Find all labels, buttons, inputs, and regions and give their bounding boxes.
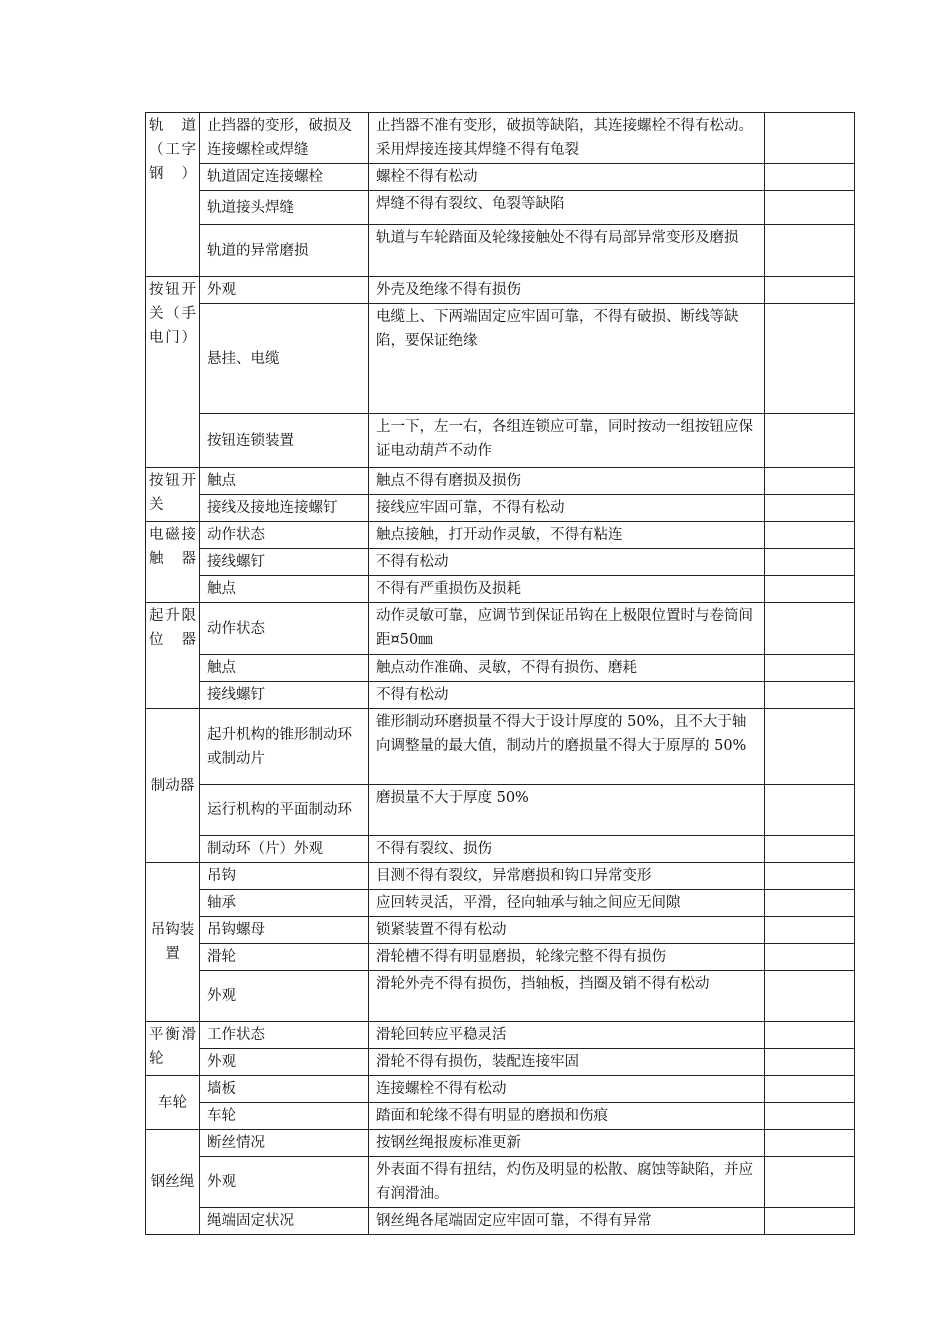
note-cell (765, 1157, 855, 1208)
item-cell: 车轮 (200, 1103, 369, 1130)
note-cell (765, 468, 855, 495)
note-cell (765, 655, 855, 682)
table-row (146, 191, 855, 225)
table-row (146, 1208, 855, 1235)
note-cell (765, 522, 855, 549)
note-cell (765, 1049, 855, 1076)
note-cell (765, 576, 855, 603)
table-row (146, 468, 855, 495)
requirement-cell: 连接螺栓不得有松动 (369, 1076, 765, 1103)
requirement-cell: 电缆上、下两端固定应牢固可靠，不得有破损、断线等缺陷，要保证绝缘 (369, 304, 765, 414)
note-cell (765, 164, 855, 191)
requirement-cell: 应回转灵活，平滑，径向轴承与轴之间应无间隙 (369, 890, 765, 917)
table-row (146, 890, 855, 917)
table-row (146, 836, 855, 863)
item-cell: 触点 (200, 468, 369, 495)
note-cell (765, 225, 855, 277)
requirement-cell: 焊缝不得有裂纹、龟裂等缺陷 (369, 191, 765, 225)
category-cell: 轨道（工字钢） (146, 113, 200, 277)
item-cell: 吊钩螺母 (200, 917, 369, 944)
requirement-cell: 触点动作准确、灵敏，不得有损伤、磨耗 (369, 655, 765, 682)
note-cell (765, 113, 855, 164)
requirement-cell: 不得有严重损伤及损耗 (369, 576, 765, 603)
item-cell: 制动环（片）外观 (200, 836, 369, 863)
note-cell (765, 549, 855, 576)
item-cell: 触点 (200, 655, 369, 682)
note-cell (765, 917, 855, 944)
category-cell: 钢丝绳 (146, 1130, 200, 1235)
note-cell (765, 191, 855, 225)
item-cell: 接线螺钉 (200, 549, 369, 576)
item-cell: 接线及接地连接螺钉 (200, 495, 369, 522)
note-cell (765, 863, 855, 890)
note-cell (765, 944, 855, 971)
requirement-cell: 触点不得有磨损及损伤 (369, 468, 765, 495)
item-cell: 吊钩 (200, 863, 369, 890)
item-cell: 轨道的异常磨损 (200, 225, 369, 277)
note-cell (765, 1130, 855, 1157)
table-row (146, 1157, 855, 1208)
note-cell (765, 277, 855, 304)
item-cell: 轴承 (200, 890, 369, 917)
item-cell: 墙板 (200, 1076, 369, 1103)
note-cell (765, 304, 855, 414)
table-row (146, 164, 855, 191)
table-row (146, 709, 855, 785)
item-cell: 按钮连锁装置 (200, 414, 369, 468)
item-cell: 运行机构的平面制动环 (200, 785, 369, 836)
requirement-cell: 滑轮回转应平稳灵活 (369, 1022, 765, 1049)
note-cell (765, 1103, 855, 1130)
table-row (146, 785, 855, 836)
requirement-cell: 磨损量不大于厚度 50% (369, 785, 765, 836)
table-row (146, 917, 855, 944)
category-cell: 起升限位器 (146, 603, 200, 709)
category-cell: 平衡滑轮 (146, 1022, 200, 1076)
requirement-cell: 止挡器不准有变形，破损等缺陷，其连接螺栓不得有松动。采用焊接连接其焊缝不得有龟裂 (369, 113, 765, 164)
requirement-cell: 锥形制动环磨损量不得大于设计厚度的 50%，且不大于轴向调整量的最大值，制动片的磨损量不得大于原厚的 50% (369, 709, 765, 785)
note-cell (765, 890, 855, 917)
table-row (146, 863, 855, 890)
note-cell (765, 785, 855, 836)
note-cell (765, 682, 855, 709)
item-cell: 滑轮 (200, 944, 369, 971)
requirement-cell: 钢丝绳各尾端固定应牢固可靠，不得有异常 (369, 1208, 765, 1235)
requirement-cell: 踏面和轮缘不得有明显的磨损和伤痕 (369, 1103, 765, 1130)
item-cell: 轨道固定连接螺栓 (200, 164, 369, 191)
table-row (146, 549, 855, 576)
item-cell: 轨道接头焊缝 (200, 191, 369, 225)
note-cell (765, 414, 855, 468)
note-cell (765, 836, 855, 863)
note-cell (765, 1022, 855, 1049)
category-cell: 电磁接触器 (146, 522, 200, 603)
item-cell: 动作状态 (200, 522, 369, 549)
table-row (146, 495, 855, 522)
item-cell: 外观 (200, 971, 369, 1022)
requirement-cell: 目测不得有裂纹，异常磨损和钩口异常变形 (369, 863, 765, 890)
requirement-cell: 外表面不得有扭结，灼伤及明显的松散、腐蚀等缺陷，并应有润滑油。 (369, 1157, 765, 1208)
table-row (146, 522, 855, 549)
requirement-cell: 螺栓不得有松动 (369, 164, 765, 191)
requirement-cell: 滑轮不得有损伤，装配连接牢固 (369, 1049, 765, 1076)
table-row (146, 655, 855, 682)
category-cell: 按钮开关（手电门） (146, 277, 200, 468)
requirement-cell: 轨道与车轮踏面及轮缘接触处不得有局部异常变形及磨损 (369, 225, 765, 277)
item-cell: 止挡器的变形，破损及连接螺栓或焊缝 (200, 113, 369, 164)
table-row (146, 113, 855, 164)
requirement-cell: 按钢丝绳报废标准更新 (369, 1130, 765, 1157)
table-row (146, 225, 855, 277)
note-cell (765, 1208, 855, 1235)
requirement-cell: 不得有松动 (369, 549, 765, 576)
item-cell: 外观 (200, 1049, 369, 1076)
item-cell: 绳端固定状况 (200, 1208, 369, 1235)
table-row (146, 971, 855, 1022)
note-cell (765, 1076, 855, 1103)
category-cell: 吊钩装置 (146, 863, 200, 1022)
note-cell (765, 603, 855, 655)
table-row (146, 304, 855, 414)
item-cell: 断丝情况 (200, 1130, 369, 1157)
requirement-cell: 接线应牢固可靠，不得有松动 (369, 495, 765, 522)
item-cell: 外观 (200, 277, 369, 304)
requirement-cell: 不得有松动 (369, 682, 765, 709)
item-cell: 工作状态 (200, 1022, 369, 1049)
item-cell: 起升机构的锥形制动环或制动片 (200, 709, 369, 785)
requirement-cell: 触点接触，打开动作灵敏，不得有粘连 (369, 522, 765, 549)
item-cell: 外观 (200, 1157, 369, 1208)
inspection-table-body (146, 113, 855, 1235)
table-row (146, 1076, 855, 1103)
requirement-cell: 锁紧装置不得有松动 (369, 917, 765, 944)
requirement-cell: 动作灵敏可靠，应调节到保证吊钩在上极限位置时与卷筒间距¤50㎜ (369, 603, 765, 655)
table-row (146, 277, 855, 304)
item-cell: 悬挂、电缆 (200, 304, 369, 414)
table-row (146, 603, 855, 655)
requirement-cell: 外壳及绝缘不得有损伤 (369, 277, 765, 304)
note-cell (765, 495, 855, 522)
category-cell: 车轮 (146, 1076, 200, 1130)
table-row (146, 1022, 855, 1049)
requirement-cell: 滑轮槽不得有明显磨损，轮缘完整不得有损伤 (369, 944, 765, 971)
table-row (146, 414, 855, 468)
table-row (146, 1130, 855, 1157)
item-cell: 接线螺钉 (200, 682, 369, 709)
note-cell (765, 971, 855, 1022)
category-cell: 按钮开关 (146, 468, 200, 522)
table-row (146, 944, 855, 971)
requirement-cell: 上一下，左一右，各组连锁应可靠，同时按动一组按钮应保证电动葫芦不动作 (369, 414, 765, 468)
table-row (146, 576, 855, 603)
requirement-cell: 滑轮外壳不得有损伤，挡轴板，挡圈及销不得有松动 (369, 971, 765, 1022)
item-cell: 触点 (200, 576, 369, 603)
requirement-cell: 不得有裂纹、损伤 (369, 836, 765, 863)
note-cell (765, 709, 855, 785)
table-row (146, 1103, 855, 1130)
table-row (146, 682, 855, 709)
inspection-table (145, 112, 855, 1235)
category-cell: 制动器 (146, 709, 200, 863)
item-cell: 动作状态 (200, 603, 369, 655)
table-row (146, 1049, 855, 1076)
